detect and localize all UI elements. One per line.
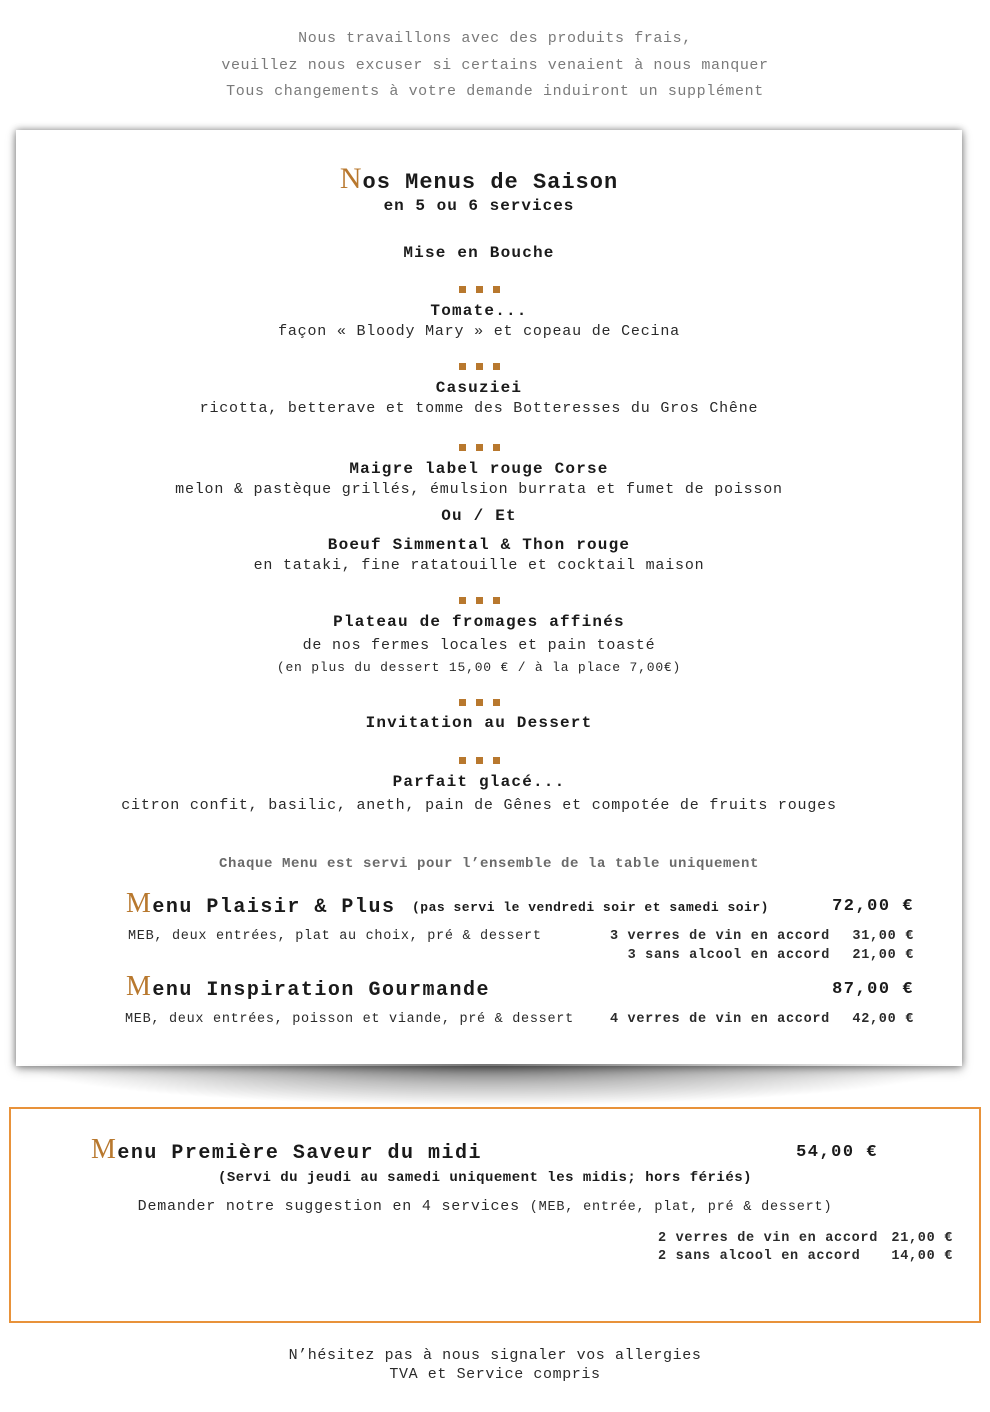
menu-plaisir-wine-price: 31,00 €	[852, 929, 914, 944]
course-casuziei-desc: ricotta, betterave et tomme des Botteresses du Gros Chêne	[199, 400, 759, 417]
menu-plaisir-content: MEB, deux entrées, plat au choix, pré & dessert	[128, 929, 542, 944]
course-boeuf-desc: en tataki, fine ratatouille et cocktail maison	[253, 557, 705, 574]
separator	[16, 280, 942, 290]
menu-midi-wine-price: 21,00 €	[891, 1231, 953, 1246]
footer-tva: TVA et Service compris	[389, 1366, 601, 1383]
course-mise-en-bouche: Mise en Bouche	[403, 244, 555, 262]
menu-inspiration-price: 87,00 €	[832, 980, 914, 999]
notice-line: veuillez nous excuser si certains venaient à nous manquer	[221, 56, 769, 74]
course-tomate-desc: façon « Bloody Mary » et copeau de Cecina	[278, 323, 680, 340]
separator	[16, 357, 942, 367]
menu-midi-wine: 2 verres de vin en accord	[658, 1231, 879, 1246]
menu-midi-price: 54,00 €	[796, 1143, 878, 1162]
menu-plaisir-nonalc-price: 21,00 €	[852, 948, 914, 963]
menu-name: enu Inspiration Gourmande	[152, 979, 490, 1002]
card-shadow	[14, 1064, 964, 1106]
course-parfait-desc: citron confit, basilic, aneth, pain de Gênes et compotée de fruits rouges	[121, 797, 837, 814]
course-boeuf: Boeuf Simmental & Thon rouge	[327, 536, 631, 554]
course-tomate: Tomate...	[430, 302, 528, 320]
menu-plaisir-title	[126, 888, 395, 920]
menu-name: enu Plaisir & Plus	[152, 896, 396, 919]
course-maigre-desc: melon & pastèque grillés, émulsion burrata et fumet de poisson	[175, 481, 783, 498]
menu-plaisir-note: (pas servi le vendredi soir et samedi soir)	[412, 900, 769, 915]
season-title	[16, 162, 942, 196]
menu-inspiration-title	[126, 971, 490, 1003]
course-parfait: Parfait glacé...	[392, 773, 566, 791]
menu-initial: M	[91, 1134, 118, 1165]
title-initial: N	[339, 162, 363, 195]
menu-plaisir-price: 72,00 €	[832, 897, 914, 916]
course-invitation-dessert: Invitation au Dessert	[365, 714, 593, 732]
separator	[16, 438, 942, 448]
suggestion-main: Demander notre suggestion en 4 services	[137, 1198, 530, 1215]
menu-plaisir-nonalc: 3 sans alcool en accord	[627, 948, 830, 963]
menu-midi-title	[91, 1134, 482, 1166]
menu-inspiration-wine: 4 verres de vin en accord	[609, 1012, 830, 1027]
menu-name: enu Première Saveur du midi	[117, 1142, 482, 1165]
menu-midi-suggestion	[0, 1198, 970, 1215]
separator	[16, 591, 942, 601]
menu-plaisir-wine: 3 verres de vin en accord	[609, 929, 830, 944]
notice-line: Tous changements à votre demande induiront un supplément	[226, 83, 764, 100]
course-fromage-desc: de nos fermes locales et pain toasté	[302, 637, 656, 654]
course-maigre: Maigre label rouge Corse	[349, 460, 609, 478]
course-fromage-note: (en plus du dessert 15,00 € / à la place 7,00€)	[276, 660, 682, 675]
separator	[16, 693, 942, 703]
menu-initial: M	[126, 888, 153, 919]
menu-initial: M	[126, 971, 153, 1002]
menu-inspiration-wine-price: 42,00 €	[852, 1012, 914, 1027]
course-fromage: Plateau de fromages affinés	[333, 613, 625, 631]
course-casuziei: Casuziei	[435, 379, 523, 397]
footer-allergies: N’hésitez pas à nous signaler vos allergies	[288, 1347, 702, 1364]
menu-midi-nonalc: 2 sans alcool en accord	[658, 1249, 861, 1264]
menu-midi-note: (Servi du jeudi au samedi uniquement les midis; hors fériés)	[217, 1170, 753, 1186]
separator	[16, 751, 942, 761]
menu-inspiration-content: MEB, deux entrées, poisson et viande, pré & dessert	[125, 1012, 574, 1027]
table-note: Chaque Menu est servi pour l’ensemble de la table uniquement	[218, 856, 760, 872]
notice-line: Nous travaillons avec des produits frais,	[298, 30, 692, 47]
course-or-and: Ou / Et	[441, 507, 517, 525]
season-subtitle: en 5 ou 6 services	[383, 197, 575, 215]
title-rest: os Menus de Saison	[362, 170, 619, 195]
top-notice	[0, 26, 990, 106]
suggestion-detail: (MEB, entrée, plat, pré & dessert)	[529, 1200, 833, 1215]
menu-midi-nonalc-price: 14,00 €	[891, 1249, 953, 1264]
